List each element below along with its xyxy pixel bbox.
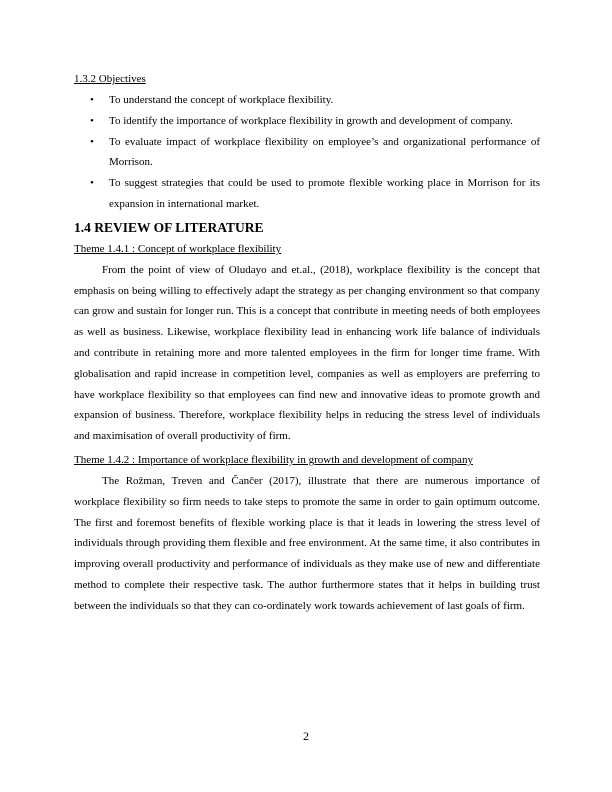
objectives-heading: 1.3.2 Objectives bbox=[74, 73, 146, 85]
objective-text: To evaluate impact of workplace flexibility on employee’s and organizational performance of Morrison. bbox=[109, 135, 540, 169]
theme1-heading: Theme 1.4.1 : Concept of workplace flexibility bbox=[74, 242, 282, 255]
page-number: 2 bbox=[303, 729, 309, 743]
bullet-icon: • bbox=[90, 135, 94, 148]
theme1-paragraph: From the point of view of Oludayo and et.al., (2018), workplace flexibility is the concept that emphasis on being willing to effectively adapt the strategy as per changing environment so that company can grow and sustain for longer run. This is a concept that contribute in meeting needs of both employees as well as business. Likewise, workplace flexibility lead in enhancing work life balance of individuals and contribute in retaining more and more talented employees in the firm for longer time frame. With globalisation and rapid increase in competition level, companies as well as employers are preferring to have workplace flexibility so that employees can find new and innovative ideas to promote growth and expansion of business. Therefore, workplace flexibility helps in reducing the stress level of individuals and maximisation of overall productivity of firm. bbox=[74, 263, 540, 443]
page-content bbox=[74, 72, 540, 623]
bullet-icon: • bbox=[90, 94, 94, 106]
review-heading: 1.4 REVIEW OF LITERATURE bbox=[74, 219, 264, 235]
theme2-heading: Theme 1.4.2 : Importance of workplace flexibility in growth and development of company bbox=[74, 453, 473, 466]
bullet-icon: • bbox=[90, 177, 94, 190]
objective-text: To understand the concept of workplace flexibility. bbox=[109, 94, 334, 106]
objective-item bbox=[74, 90, 540, 111]
theme2-paragraph: The Rožman, Treven and Čančer (2017), illustrate that there are numerous importance of workplace flexibility so firm needs to take steps to promote the same in order to gain optimum outcome. The first and foremost benefits of flexible working place is that it leads in lowering the stress level of individuals through providing them flexible and free environment. At the same time, it also contributes in improving overall productivity and performance of individuals as they make use of new and differentiate method to complete their respective task. The author furthermore states that it helps in building trust between the individuals so that they can co-ordinately work towards achievement of last goals of firm. bbox=[74, 474, 540, 612]
objective-text: To suggest strategies that could be used to promote flexible working place in Morrison for its expansion in international market. bbox=[109, 177, 540, 210]
objective-item bbox=[74, 132, 540, 174]
objective-item bbox=[74, 111, 540, 132]
objective-item bbox=[74, 173, 540, 215]
objectives-list bbox=[74, 90, 540, 215]
bullet-icon: • bbox=[90, 114, 94, 127]
objective-text: To identify the importance of workplace flexibility in growth and development of company. bbox=[109, 114, 513, 127]
